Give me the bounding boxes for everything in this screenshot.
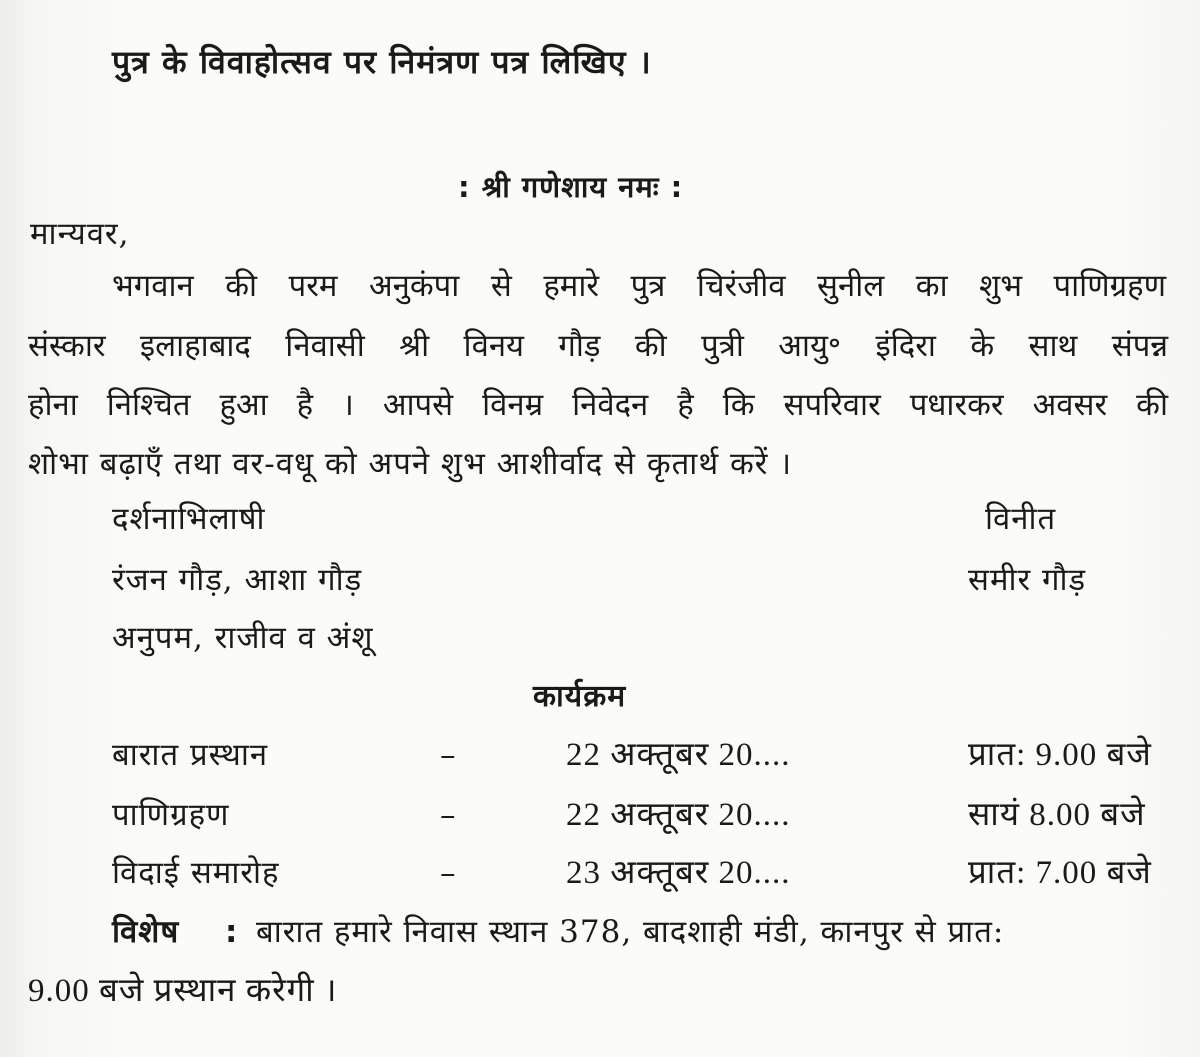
salutation: मान्यवर, [30,216,130,252]
body-line-1: भगवान की परम अनुकंपा से हमारे पुत्र चिरंजीव सुनील का शुभ पाणिग्रहण [112,268,1166,304]
body-line-4: शोभा बढ़ाएँ तथा वर-वधू को अपने शुभ आशीर्वाद से कृतार्थ करें । [28,446,793,482]
body-line-2: संस्कार इलाहाबाद निवासी श्री विनय गौड़ की पुत्री आयु॰ इंदिरा के साथ संपन्न [28,328,1168,364]
body-line-3: होना निश्चित हुआ है । आपसे विनम्र निवेदन है कि सपरिवार पधारकर अवसर की [28,387,1168,423]
special-text-1: बारात हमारे निवास स्थान 378, बादशाही मंडी, कानपुर से प्रात: [256,914,1005,950]
special-label: विशेष [112,914,180,950]
program-time: प्रात: 7.00 बजे [968,855,1152,891]
sender-right-label: विनीत [985,501,1057,537]
program-event: बारात प्रस्थान [112,737,269,773]
special-text-2: 9.00 बजे प्रस्थान करेगी । [28,973,338,1009]
program-date: 22 अक्तूबर 20.... [566,737,791,773]
sender-left-label: दर्शनाभिलाषी [112,501,266,537]
program-event: पाणिग्रहण [112,797,230,833]
program-heading: कार्यक्रम [533,679,627,714]
program-time: प्रात: 9.00 बजे [968,737,1152,773]
sender-left-names-2: अनुपम, राजीव व अंशू [112,620,374,656]
program-separator: – [440,855,456,891]
sender-right-name: समीर गौड़ [968,562,1087,598]
sender-left-names-1: रंजन गौड़, आशा गौड़ [112,562,363,598]
program-time: सायं 8.00 बजे [968,797,1146,833]
program-event: विदाई समारोह [112,855,280,891]
program-date: 22 अक्तूबर 20.... [566,797,791,833]
special-colon: : [225,914,239,950]
program-separator: – [440,737,456,773]
program-date: 23 अक्तूबर 20.... [566,855,791,891]
invocation: : श्री गणेशाय नमः : [458,170,684,204]
program-separator: – [440,797,456,833]
page-title: पुत्र के विवाहोत्सव पर निमंत्रण पत्र लिखिए । [112,43,652,81]
